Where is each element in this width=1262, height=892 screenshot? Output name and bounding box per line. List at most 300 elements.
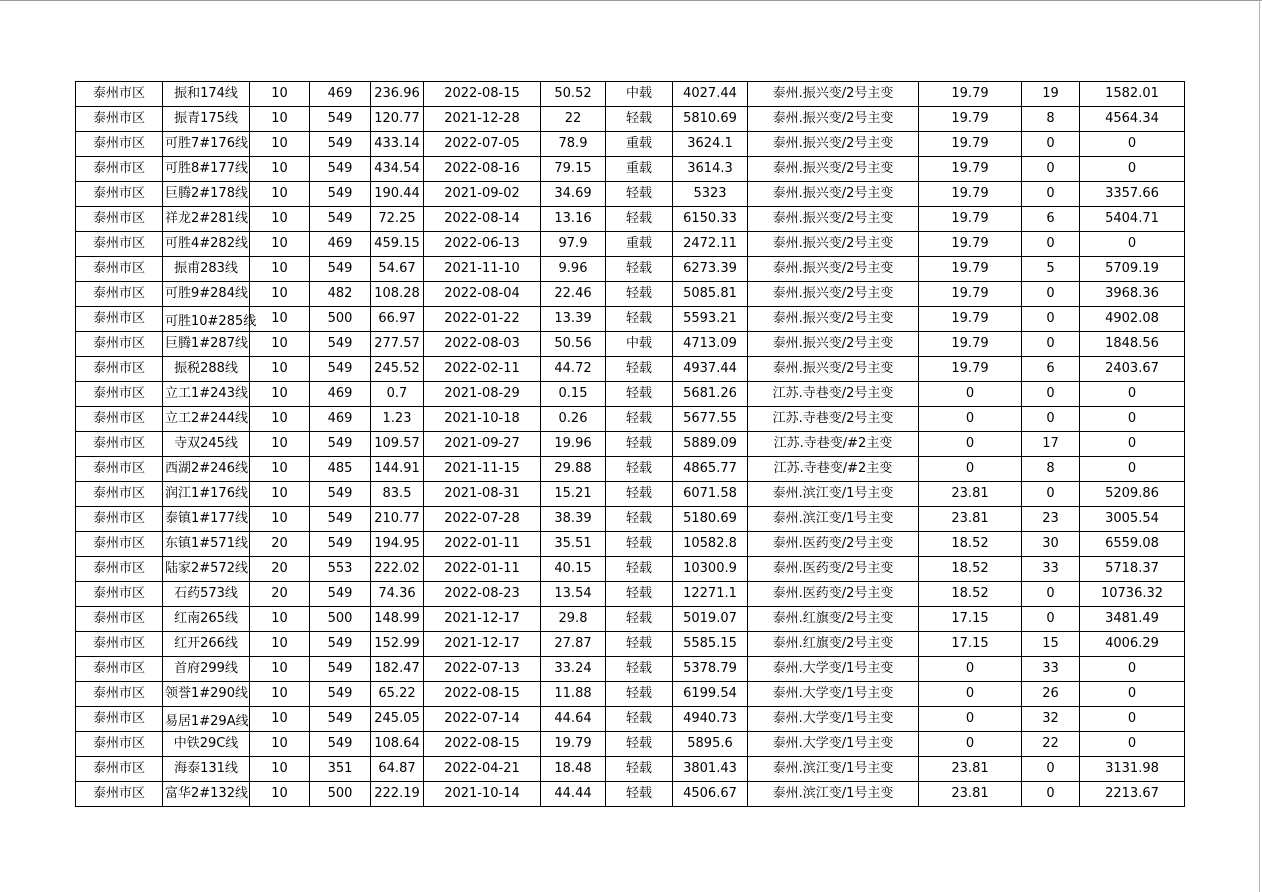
load-rate-cell: 35.51 <box>541 532 606 557</box>
date-cell: 2021-09-27 <box>424 432 541 457</box>
count-cell: 26 <box>1022 682 1080 707</box>
current-cell: 245.52 <box>371 357 424 382</box>
transformer-value-cell: 19.79 <box>919 157 1022 182</box>
region-cell: 泰州市区 <box>76 382 163 407</box>
remaining-capacity-cell: 5681.26 <box>673 382 748 407</box>
remaining-capacity-cell: 10582.8 <box>673 532 748 557</box>
rated-current-cell: 549 <box>310 157 371 182</box>
rated-current-cell: 549 <box>310 357 371 382</box>
region-cell: 泰州市区 <box>76 457 163 482</box>
line-name-cell: 可胜8#177线 <box>163 157 250 182</box>
count-cell: 0 <box>1022 382 1080 407</box>
current-cell: 459.15 <box>371 232 424 257</box>
table-row <box>76 382 1185 407</box>
line-name-cell: 东镇1#571线 <box>163 532 250 557</box>
remaining-capacity-cell: 6071.58 <box>673 482 748 507</box>
count-cell: 0 <box>1022 157 1080 182</box>
table-row <box>76 732 1185 757</box>
load-rate-cell: 44.72 <box>541 357 606 382</box>
remaining-capacity-cell: 6199.54 <box>673 682 748 707</box>
load-status-cell: 轻载 <box>606 582 673 607</box>
rated-current-cell: 485 <box>310 457 371 482</box>
rated-current-cell: 500 <box>310 307 371 332</box>
remaining-capacity-cell: 3624.1 <box>673 132 748 157</box>
transformer-value-cell: 0 <box>919 732 1022 757</box>
substation-transformer-cell: 泰州.大学变/1号主变 <box>748 732 919 757</box>
load-rate-cell: 22.46 <box>541 282 606 307</box>
current-cell: 109.57 <box>371 432 424 457</box>
count-cell: 8 <box>1022 457 1080 482</box>
substation-transformer-cell: 江苏.寺巷变/#2主变 <box>748 457 919 482</box>
count-cell: 0 <box>1022 407 1080 432</box>
count-cell: 30 <box>1022 532 1080 557</box>
load-rate-cell: 11.88 <box>541 682 606 707</box>
region-cell: 泰州市区 <box>76 182 163 207</box>
line-name-cell: 巨腾2#178线 <box>163 182 250 207</box>
remaining-capacity-cell: 5323 <box>673 182 748 207</box>
available-capacity-cell: 6559.08 <box>1080 532 1185 557</box>
current-cell: 144.91 <box>371 457 424 482</box>
transformer-value-cell: 19.79 <box>919 107 1022 132</box>
current-cell: 148.99 <box>371 607 424 632</box>
date-cell: 2022-07-28 <box>424 507 541 532</box>
line-name-cell: 振税288线 <box>163 357 250 382</box>
voltage-cell: 10 <box>250 157 310 182</box>
load-status-cell: 轻载 <box>606 107 673 132</box>
remaining-capacity-cell: 5585.15 <box>673 632 748 657</box>
count-cell: 0 <box>1022 132 1080 157</box>
current-cell: 0.7 <box>371 382 424 407</box>
rated-current-cell: 549 <box>310 532 371 557</box>
available-capacity-cell: 0 <box>1080 732 1185 757</box>
current-cell: 108.28 <box>371 282 424 307</box>
count-cell: 0 <box>1022 307 1080 332</box>
rated-current-cell: 549 <box>310 707 371 732</box>
remaining-capacity-cell: 5810.69 <box>673 107 748 132</box>
load-status-cell: 轻载 <box>606 357 673 382</box>
rated-current-cell: 549 <box>310 632 371 657</box>
date-cell: 2021-08-31 <box>424 482 541 507</box>
region-cell: 泰州市区 <box>76 532 163 557</box>
rated-current-cell: 549 <box>310 682 371 707</box>
transformer-value-cell: 19.79 <box>919 207 1022 232</box>
current-cell: 236.96 <box>371 82 424 107</box>
region-cell: 泰州市区 <box>76 682 163 707</box>
table-row <box>76 182 1185 207</box>
region-cell: 泰州市区 <box>76 707 163 732</box>
date-cell: 2022-08-15 <box>424 82 541 107</box>
load-rate-cell: 18.48 <box>541 757 606 782</box>
date-cell: 2021-12-28 <box>424 107 541 132</box>
load-status-cell: 轻载 <box>606 782 673 807</box>
rated-current-cell: 500 <box>310 782 371 807</box>
current-cell: 433.14 <box>371 132 424 157</box>
available-capacity-cell: 0 <box>1080 232 1185 257</box>
remaining-capacity-cell: 5677.55 <box>673 407 748 432</box>
load-rate-cell: 33.24 <box>541 657 606 682</box>
line-name-cell <box>163 707 250 732</box>
available-capacity-cell: 0 <box>1080 157 1185 182</box>
load-rate-cell: 13.16 <box>541 207 606 232</box>
line-name-cell: 可胜7#176线 <box>163 132 250 157</box>
table-row <box>76 107 1185 132</box>
load-status-cell: 轻载 <box>606 432 673 457</box>
load-status-cell: 轻载 <box>606 457 673 482</box>
substation-transformer-cell: 泰州.振兴变/2号主变 <box>748 157 919 182</box>
current-cell: 65.22 <box>371 682 424 707</box>
count-cell: 8 <box>1022 107 1080 132</box>
line-name-cell: 振和174线 <box>163 82 250 107</box>
load-rate-cell: 27.87 <box>541 632 606 657</box>
load-status-cell: 中载 <box>606 332 673 357</box>
region-cell: 泰州市区 <box>76 507 163 532</box>
load-status-cell: 轻载 <box>606 657 673 682</box>
table-row <box>76 682 1185 707</box>
load-rate-cell: 34.69 <box>541 182 606 207</box>
load-status-cell: 中载 <box>606 82 673 107</box>
line-name-cell: 巨腾1#287线 <box>163 332 250 357</box>
substation-transformer-cell: 泰州.振兴变/2号主变 <box>748 207 919 232</box>
count-cell: 32 <box>1022 707 1080 732</box>
load-rate-cell: 13.54 <box>541 582 606 607</box>
load-rate-cell: 13.39 <box>541 307 606 332</box>
transformer-value-cell: 0 <box>919 432 1022 457</box>
region-cell: 泰州市区 <box>76 82 163 107</box>
voltage-cell: 10 <box>250 482 310 507</box>
rated-current-cell: 549 <box>310 582 371 607</box>
line-name-cell: 红开266线 <box>163 632 250 657</box>
region-cell: 泰州市区 <box>76 132 163 157</box>
available-capacity-cell: 10736.32 <box>1080 582 1185 607</box>
region-cell: 泰州市区 <box>76 157 163 182</box>
count-cell: 22 <box>1022 732 1080 757</box>
voltage-cell: 10 <box>250 682 310 707</box>
voltage-cell: 10 <box>250 657 310 682</box>
substation-transformer-cell: 江苏.寺巷变/#2主变 <box>748 432 919 457</box>
voltage-cell: 10 <box>250 207 310 232</box>
substation-transformer-cell: 泰州.振兴变/2号主变 <box>748 357 919 382</box>
table-row <box>76 482 1185 507</box>
available-capacity-cell: 4006.29 <box>1080 632 1185 657</box>
current-cell: 120.77 <box>371 107 424 132</box>
rated-current-cell: 553 <box>310 557 371 582</box>
current-cell: 210.77 <box>371 507 424 532</box>
transformer-value-cell: 19.79 <box>919 332 1022 357</box>
transformer-value-cell: 17.15 <box>919 607 1022 632</box>
region-cell: 泰州市区 <box>76 307 163 332</box>
count-cell: 0 <box>1022 332 1080 357</box>
available-capacity-cell: 0 <box>1080 407 1185 432</box>
substation-transformer-cell: 泰州.滨江变/1号主变 <box>748 757 919 782</box>
voltage-cell: 20 <box>250 557 310 582</box>
voltage-cell: 10 <box>250 232 310 257</box>
date-cell: 2022-07-05 <box>424 132 541 157</box>
voltage-cell: 10 <box>250 407 310 432</box>
available-capacity-cell: 0 <box>1080 382 1185 407</box>
load-rate-cell: 0.26 <box>541 407 606 432</box>
current-cell: 190.44 <box>371 182 424 207</box>
voltage-cell: 10 <box>250 757 310 782</box>
region-cell: 泰州市区 <box>76 557 163 582</box>
region-cell: 泰州市区 <box>76 657 163 682</box>
table-row <box>76 357 1185 382</box>
rated-current-cell: 469 <box>310 407 371 432</box>
substation-transformer-cell: 泰州.振兴变/2号主变 <box>748 182 919 207</box>
load-status-cell: 轻载 <box>606 507 673 532</box>
table-row <box>76 207 1185 232</box>
rated-current-cell: 549 <box>310 482 371 507</box>
remaining-capacity-cell: 5019.07 <box>673 607 748 632</box>
remaining-capacity-cell: 4865.77 <box>673 457 748 482</box>
load-rate-cell: 50.56 <box>541 332 606 357</box>
date-cell: 2021-10-14 <box>424 782 541 807</box>
count-cell: 0 <box>1022 607 1080 632</box>
count-cell: 17 <box>1022 432 1080 457</box>
line-name-cell: 寺双245线 <box>163 432 250 457</box>
current-cell: 66.97 <box>371 307 424 332</box>
substation-transformer-cell: 泰州.振兴变/2号主变 <box>748 332 919 357</box>
date-cell: 2022-02-11 <box>424 357 541 382</box>
table-row <box>76 657 1185 682</box>
transformer-value-cell: 19.79 <box>919 82 1022 107</box>
date-cell: 2022-08-23 <box>424 582 541 607</box>
remaining-capacity-cell: 4713.09 <box>673 332 748 357</box>
remaining-capacity-cell: 5085.81 <box>673 282 748 307</box>
remaining-capacity-cell: 3614.3 <box>673 157 748 182</box>
voltage-cell: 10 <box>250 632 310 657</box>
available-capacity-cell: 0 <box>1080 132 1185 157</box>
transformer-value-cell: 0 <box>919 382 1022 407</box>
voltage-cell: 10 <box>250 432 310 457</box>
current-cell: 434.54 <box>371 157 424 182</box>
date-cell: 2021-12-17 <box>424 632 541 657</box>
transformer-value-cell: 23.81 <box>919 782 1022 807</box>
table-row <box>76 332 1185 357</box>
table-row <box>76 157 1185 182</box>
rated-current-cell: 549 <box>310 207 371 232</box>
load-rate-cell: 50.52 <box>541 82 606 107</box>
rated-current-cell: 549 <box>310 657 371 682</box>
transformer-value-cell: 19.79 <box>919 282 1022 307</box>
transformer-value-cell: 23.81 <box>919 482 1022 507</box>
voltage-cell: 10 <box>250 257 310 282</box>
table-row <box>76 82 1185 107</box>
available-capacity-cell: 3968.36 <box>1080 282 1185 307</box>
feeder-load-table <box>75 81 1185 807</box>
substation-transformer-cell: 江苏.寺巷变/2号主变 <box>748 407 919 432</box>
substation-transformer-cell: 泰州.医药变/2号主变 <box>748 532 919 557</box>
load-status-cell: 轻载 <box>606 732 673 757</box>
load-rate-cell: 22 <box>541 107 606 132</box>
load-rate-cell: 19.79 <box>541 732 606 757</box>
table-row <box>76 782 1185 807</box>
remaining-capacity-cell: 4937.44 <box>673 357 748 382</box>
voltage-cell: 10 <box>250 357 310 382</box>
date-cell: 2022-07-13 <box>424 657 541 682</box>
line-name-cell: 红南265线 <box>163 607 250 632</box>
voltage-cell: 10 <box>250 282 310 307</box>
current-cell: 54.67 <box>371 257 424 282</box>
available-capacity-cell: 5709.19 <box>1080 257 1185 282</box>
count-cell: 0 <box>1022 232 1080 257</box>
transformer-value-cell: 0 <box>919 457 1022 482</box>
voltage-cell: 10 <box>250 607 310 632</box>
table-row <box>76 132 1185 157</box>
load-rate-cell: 38.39 <box>541 507 606 532</box>
count-cell: 6 <box>1022 357 1080 382</box>
load-status-cell: 轻载 <box>606 482 673 507</box>
region-cell: 泰州市区 <box>76 282 163 307</box>
line-name-cell: 振青175线 <box>163 107 250 132</box>
count-cell: 0 <box>1022 582 1080 607</box>
region-cell: 泰州市区 <box>76 757 163 782</box>
current-cell: 277.57 <box>371 332 424 357</box>
table-row <box>76 407 1185 432</box>
substation-transformer-cell: 泰州.大学变/1号主变 <box>748 657 919 682</box>
remaining-capacity-cell: 10300.9 <box>673 557 748 582</box>
line-name-cell: 可胜4#282线 <box>163 232 250 257</box>
load-rate-cell: 44.64 <box>541 707 606 732</box>
available-capacity-cell: 1848.56 <box>1080 332 1185 357</box>
date-cell: 2021-11-10 <box>424 257 541 282</box>
transformer-value-cell: 18.52 <box>919 532 1022 557</box>
date-cell: 2021-10-18 <box>424 407 541 432</box>
substation-transformer-cell: 泰州.滨江变/1号主变 <box>748 782 919 807</box>
page-right-border <box>1259 0 1260 892</box>
region-cell: 泰州市区 <box>76 607 163 632</box>
rated-current-cell: 469 <box>310 382 371 407</box>
region-cell: 泰州市区 <box>76 407 163 432</box>
date-cell: 2022-08-03 <box>424 332 541 357</box>
available-capacity-cell: 3481.49 <box>1080 607 1185 632</box>
rated-current-cell: 482 <box>310 282 371 307</box>
transformer-value-cell: 18.52 <box>919 557 1022 582</box>
rated-current-cell: 549 <box>310 107 371 132</box>
voltage-cell: 10 <box>250 457 310 482</box>
remaining-capacity-cell: 2472.11 <box>673 232 748 257</box>
load-rate-cell: 97.9 <box>541 232 606 257</box>
load-status-cell: 轻载 <box>606 407 673 432</box>
load-rate-cell: 0.15 <box>541 382 606 407</box>
table-row <box>76 532 1185 557</box>
remaining-capacity-cell: 4940.73 <box>673 707 748 732</box>
rated-current-cell: 549 <box>310 332 371 357</box>
current-cell: 222.19 <box>371 782 424 807</box>
voltage-cell: 20 <box>250 582 310 607</box>
region-cell: 泰州市区 <box>76 782 163 807</box>
current-cell: 194.95 <box>371 532 424 557</box>
page-top-border <box>0 0 1262 1</box>
line-name-cell: 中铁29C线 <box>163 732 250 757</box>
transformer-value-cell: 18.52 <box>919 582 1022 607</box>
date-cell: 2022-08-16 <box>424 157 541 182</box>
transformer-value-cell: 23.81 <box>919 757 1022 782</box>
available-capacity-cell: 0 <box>1080 457 1185 482</box>
date-cell: 2021-11-15 <box>424 457 541 482</box>
table-row <box>76 282 1185 307</box>
count-cell: 5 <box>1022 257 1080 282</box>
load-rate-cell: 19.96 <box>541 432 606 457</box>
region-cell: 泰州市区 <box>76 632 163 657</box>
date-cell: 2022-08-15 <box>424 682 541 707</box>
available-capacity-cell: 5404.71 <box>1080 207 1185 232</box>
remaining-capacity-cell: 5180.69 <box>673 507 748 532</box>
table-row <box>76 757 1185 782</box>
load-status-cell: 轻载 <box>606 557 673 582</box>
date-cell: 2022-01-11 <box>424 557 541 582</box>
remaining-capacity-cell: 5889.09 <box>673 432 748 457</box>
region-cell: 泰州市区 <box>76 207 163 232</box>
remaining-capacity-cell: 5378.79 <box>673 657 748 682</box>
region-cell: 泰州市区 <box>76 582 163 607</box>
remaining-capacity-cell: 5895.6 <box>673 732 748 757</box>
region-cell: 泰州市区 <box>76 107 163 132</box>
remaining-capacity-cell: 4027.44 <box>673 82 748 107</box>
load-status-cell: 轻载 <box>606 632 673 657</box>
load-status-cell: 重载 <box>606 157 673 182</box>
load-status-cell: 轻载 <box>606 182 673 207</box>
substation-transformer-cell: 泰州.大学变/1号主变 <box>748 707 919 732</box>
remaining-capacity-cell: 4506.67 <box>673 782 748 807</box>
line-name-cell: 石药573线 <box>163 582 250 607</box>
load-status-cell: 轻载 <box>606 707 673 732</box>
remaining-capacity-cell: 6150.33 <box>673 207 748 232</box>
rated-current-cell: 549 <box>310 257 371 282</box>
transformer-value-cell: 19.79 <box>919 232 1022 257</box>
rated-current-cell: 549 <box>310 732 371 757</box>
table-row <box>76 507 1185 532</box>
transformer-value-cell: 17.15 <box>919 632 1022 657</box>
region-cell: 泰州市区 <box>76 357 163 382</box>
transformer-value-cell: 19.79 <box>919 182 1022 207</box>
count-cell: 15 <box>1022 632 1080 657</box>
line-name-text: 易居1#29A线 <box>165 713 249 729</box>
voltage-cell: 10 <box>250 382 310 407</box>
line-name-cell: 立工2#244线 <box>163 407 250 432</box>
line-name-cell: 富华2#132线 <box>163 782 250 807</box>
table-row <box>76 307 1185 332</box>
current-cell: 72.25 <box>371 207 424 232</box>
transformer-value-cell: 0 <box>919 682 1022 707</box>
count-cell: 33 <box>1022 557 1080 582</box>
date-cell: 2022-08-14 <box>424 207 541 232</box>
transformer-value-cell: 19.79 <box>919 307 1022 332</box>
count-cell: 0 <box>1022 757 1080 782</box>
voltage-cell: 10 <box>250 707 310 732</box>
date-cell: 2022-01-11 <box>424 532 541 557</box>
region-cell: 泰州市区 <box>76 482 163 507</box>
date-cell: 2021-09-02 <box>424 182 541 207</box>
available-capacity-cell: 0 <box>1080 682 1185 707</box>
table-row <box>76 557 1185 582</box>
transformer-value-cell: 19.79 <box>919 357 1022 382</box>
substation-transformer-cell: 泰州.振兴变/2号主变 <box>748 307 919 332</box>
current-cell: 1.23 <box>371 407 424 432</box>
load-status-cell: 轻载 <box>606 682 673 707</box>
rated-current-cell: 469 <box>310 82 371 107</box>
region-cell: 泰州市区 <box>76 257 163 282</box>
load-status-cell: 轻载 <box>606 382 673 407</box>
line-name-cell: 陆家2#572线 <box>163 557 250 582</box>
available-capacity-cell: 0 <box>1080 657 1185 682</box>
available-capacity-cell: 5209.86 <box>1080 482 1185 507</box>
voltage-cell: 10 <box>250 107 310 132</box>
transformer-value-cell: 0 <box>919 407 1022 432</box>
date-cell: 2021-08-29 <box>424 382 541 407</box>
rated-current-cell: 549 <box>310 132 371 157</box>
voltage-cell: 10 <box>250 82 310 107</box>
available-capacity-cell: 1582.01 <box>1080 82 1185 107</box>
